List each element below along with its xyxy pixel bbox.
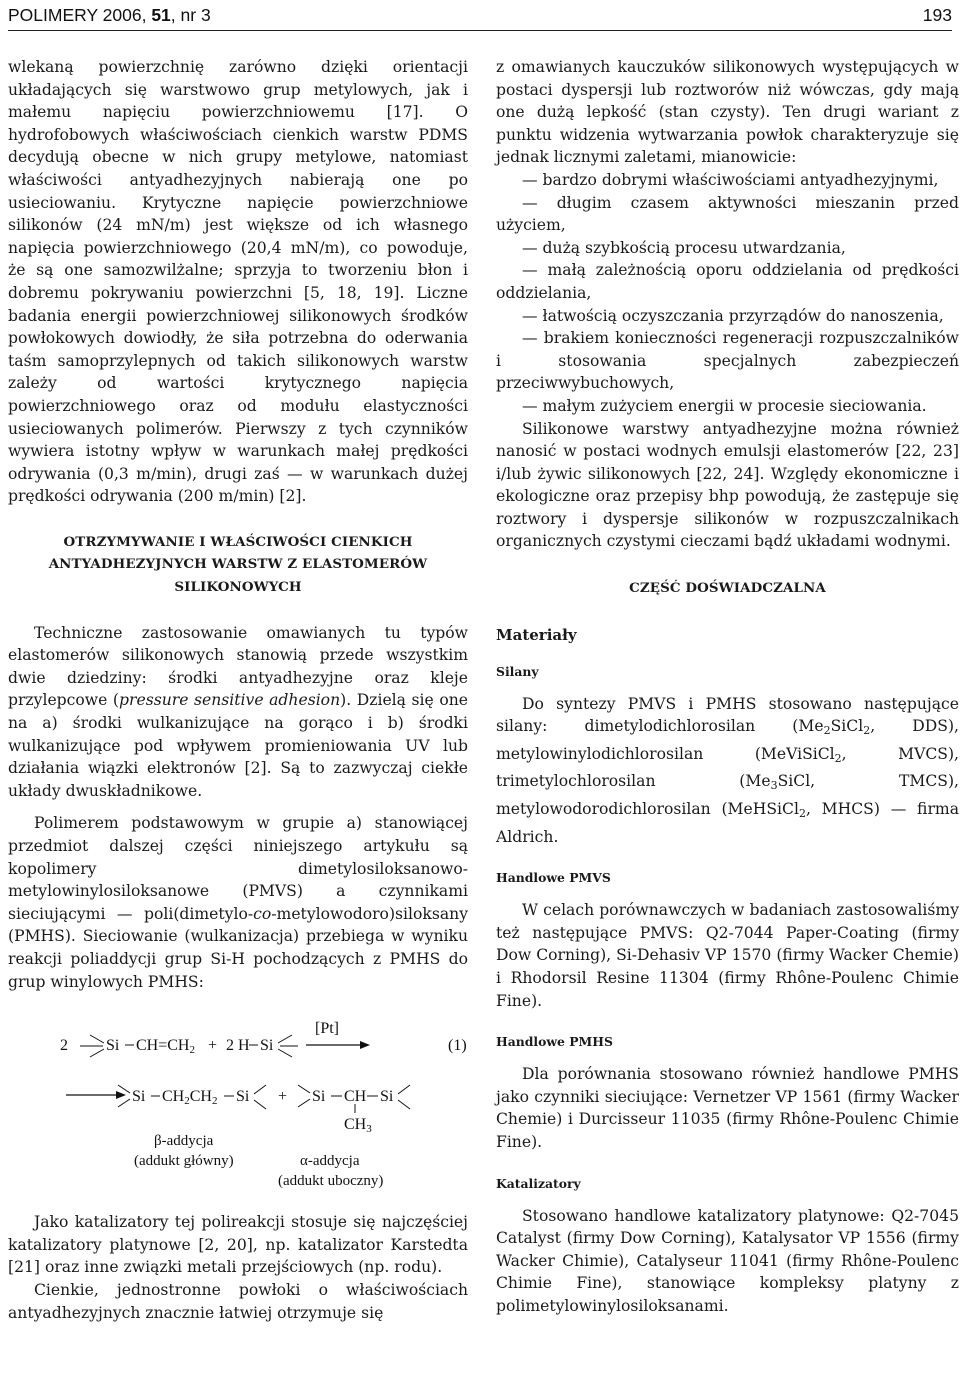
running-header: [8, 0, 952, 30]
plus-sign: +: [208, 1037, 218, 1055]
coefficient: 2: [60, 1037, 68, 1055]
subscript: 2: [189, 1044, 195, 1057]
arrow-head: [116, 1091, 126, 1099]
paragraph-base-polymer: [8, 812, 468, 993]
reaction-scheme: [8, 1013, 468, 1193]
journal-name: POLIMERY 2006,: [8, 4, 152, 25]
reaction-equation: [8, 1013, 468, 1193]
silicon-atom: Si: [312, 1088, 326, 1106]
paragraph-catalysts-right: Stosowano handlowe katalizatory platynowe: Q2-7045 Catalyst (firmy Dow Corning), Katalysator VP 1556 (firmy Wacker Chimie), Catalyseur 11041 (firmy Rhône-Poulenc Chimie Fine), stanowiące kompleksy platyny z polimetylowinylosiloksanami.: [496, 1206, 959, 1315]
bond-line: [398, 1100, 410, 1109]
subsection-commercial-pmvs: Handlowe PMVS: [496, 870, 611, 886]
bond-line: [298, 1099, 310, 1107]
italic-term: pressure sensitive adhesion: [119, 691, 341, 710]
list-item: — małym zużyciem energii w procesie sieciowania.: [522, 396, 927, 415]
issue-number: , nr 3: [170, 4, 211, 25]
paragraph-silanes: [496, 693, 959, 849]
paragraph-applications: [8, 622, 468, 803]
list-item: — małą zależnością oporu oddzielania od prędkości oddzielania,: [496, 261, 959, 302]
ch-group: CH: [344, 1116, 367, 1134]
subscript: 2: [834, 751, 842, 765]
methyl-group: [344, 1116, 372, 1135]
silicon-atom: Si: [380, 1088, 394, 1106]
paragraph-pmhs: Dla porównania stosowano również handlowe PMHS jako czynniki sieciujące: Vernetzer VP 1561 (firmy Wacker Chemie) i Durcisseur 11035 (firmy Rhône-Poulenc Chimie Fine).: [496, 1065, 959, 1151]
beta-addition-label: β-addycja: [154, 1133, 214, 1150]
paragraph-pmvs: W celach porównawczych w badaniach zastosowaliśmy też następujące PMVS: Q2-7044 Paper-Coating (firmy Dow Corning), Si-Dehasiv VP 1570 (firmy Wacker Chemie) i Rhodorsil Resine 11304 (firmy Rhône-Poulenc Chimie Fine).: [496, 901, 959, 1010]
paragraph-catalysts: Jako katalizatory tej polireakcji stosuje się najczęściej katalizatory platynowe [2, 20], np. katalizator Karstedta [21] oraz inne związki metali przejściowych (np. rodu).: [8, 1213, 468, 1277]
vinyl-text: CH=CH: [136, 1037, 190, 1055]
silicon-atom: Si: [260, 1037, 274, 1055]
journal-citation: [8, 5, 211, 26]
list-item: — brakiem konieczności regeneracji rozpuszczalników i stosowania specjalnych zabezpieczeń przeciwwybuchowych,: [496, 329, 959, 393]
right-column: [496, 56, 959, 1318]
text-run: SiCl, TMCS), metylowodorodichlorosilan (MeHSiCl: [496, 772, 959, 819]
subscript: 3: [366, 1123, 372, 1136]
bond-line: [278, 1049, 292, 1057]
page-number: 193: [922, 4, 952, 25]
list-item: — długim czasem aktywności mieszanin przed użyciem,: [496, 193, 959, 235]
subsection-materials: Materiały: [496, 625, 577, 644]
hydride-h: 2 H: [226, 1037, 250, 1055]
italic-term: co: [253, 904, 272, 923]
equation-number: (1): [448, 1037, 467, 1055]
silicon-atom: Si: [132, 1088, 146, 1106]
advantages-list: [496, 169, 959, 418]
section-title-line: OTRZYMYWANIE I WŁAŚCIWOŚCI CIENKICH: [63, 533, 413, 550]
bond-line: [254, 1100, 266, 1109]
bond-line: [118, 1085, 130, 1093]
ch-group: CH: [189, 1088, 212, 1106]
bond-line: [254, 1085, 266, 1094]
paragraph-continued: wlekaną powierzchnię zarówno dzięki orientacji układających się warstwowo grup metylowych, jak i małemu napięciu powierzchniowemu [17]. O hydrofobowych właściwościach cienkich warstw PDMS decydują obecne w nich grupy metylowe, natomiast właściwości antyadhezyjnych nabierają one po usieciowaniu. Krytyczne napięcie powierzchniowe silikonów (24 mN/m) jest większe od ich własnego napięcia powierzchniowego (20,4 mN/m), co powoduje, że są one samozwilżalne; sprzyja to tworzeniu błon i dobremu pokrywaniu powierzchni [5, 18, 19]. Liczne badania energii powierzchniowej silikonowych środków powłokowych dowiodły, że siła potrzebna do oderwania taśm samoprzylepnych od takich silikonowych warstw zależy od wartości krytycznego napięcia powierzchniowego oraz od modułu elastyczności usieciowanych polimerów. Pierwszy z tych czynników wywiera istotny wpływ w warunkach małej prędkości odrywania (0,3 m/min), drugi zaś — w warunkach dużej prędkości odrywania (200 m/min) [2].: [8, 58, 468, 506]
beta-chain: [162, 1088, 217, 1107]
paragraph-continued-right: z omawianych kauczuków silikonowych występujących w postaci dyspersji lub roztworów niż wówczas, gdy mają one dużą lepkość (stan czysty). Ten drugi wariant z punktu widzenia wytwarzania powłok charakteryzuje się jednak licznymi zaletami, mianowicie:: [496, 58, 959, 167]
beta-addition-note: (addukt główny): [134, 1153, 234, 1170]
text-run: , DDS), metylowinylodichlorosilan (MeViSiCl: [496, 717, 959, 763]
ch-group: CH: [162, 1088, 185, 1106]
subsection-silanes: Silany: [496, 663, 539, 679]
left-column: [8, 56, 468, 1324]
section-title-experimental: CZĘŚĆ DOŚWIADCZALNA: [629, 580, 826, 597]
subsection-catalysts: Katalizatory: [496, 1175, 581, 1191]
volume-number: 51: [151, 4, 171, 25]
alpha-addition-note: (addukt uboczny): [278, 1173, 384, 1190]
text-run: , MHCS) — firma Aldrich.: [496, 800, 959, 846]
paragraph-coatings: Cienkie, jednostronne powłoki o właściwościach antyadhezyjnych znacznie łatwiej otrzymuje się: [8, 1280, 468, 1322]
subscript: 2: [184, 1095, 190, 1108]
subscript: 2: [211, 1095, 218, 1108]
text-run: SiCl: [830, 717, 864, 736]
bond-line: [298, 1085, 310, 1093]
subscript: 3: [770, 779, 778, 793]
catalyst-label: [Pt]: [315, 1020, 339, 1038]
header-rule: [8, 30, 952, 31]
vinyl-group: [136, 1037, 195, 1056]
text-run: , MVCS), trimetylochlorosilan (Me: [496, 744, 959, 791]
alpha-addition-label: α-addycja: [300, 1153, 360, 1170]
bond-line: [90, 1035, 104, 1043]
bond-line: [398, 1085, 410, 1094]
list-item: — dużą szybkością procesu utwardzania,: [522, 238, 846, 257]
section-title-line: ANTYADHEZYJNYCH WARSTW Z ELASTOMERÓW: [48, 556, 428, 573]
paragraph-emulsions: Silikonowe warstwy antyadhezyjne można również nanosić w postaci wodnych emulsji elastomerów [22, 23] i/lub żywic silikonowych [22, 24]. Względy ekonomiczne i ekologiczne oraz przepisy bhp powodują, że zastępuje się roztwory i dyspersje silikonów w rozpuszczalnikach organicznych czystymi cieczami bądź układami wodnymi.: [496, 419, 959, 551]
text-run: Do syntezy PMVS i PMHS stosowano następujące silany: dimetylodichlorosilan (Me: [496, 694, 959, 736]
text-run: Polimerem podstawowym w grupie a) stanowiącej przedmiot dalszej części niniejszego artykułu są kopolimery dimetylosiloksanowo-metylowinylosiloksanowe (PMVS) a czynnikami sieciującymi — poli(dimetylo-: [8, 814, 468, 923]
subscript: 2: [823, 724, 831, 738]
silicon-atom: Si: [236, 1088, 250, 1106]
text-run: Techniczne zastosowanie omawianych tu typów elastomerów silikonowych stanowią przede wszystkim dwie dziedziny: środki antyadhezyjne oraz kleje przylepcowe (: [8, 623, 468, 710]
arrow-head: [360, 1041, 370, 1049]
text-run: -metylowodoro)siloksany (PMHS). Sieciowanie (wulkanizacja) przebiega w wyniku reakcji poliaddycji grup Si-H pochodzących z PMHS do grup winylowych PMHS:: [8, 904, 468, 991]
section-title-line: SILIKONOWYCH: [174, 579, 302, 596]
list-item: — łatwością oczyszczania przyrządów do nanoszenia,: [522, 306, 944, 325]
plus-sign: +: [278, 1088, 288, 1106]
bond-line: [278, 1035, 292, 1043]
bond-line: [118, 1099, 130, 1107]
ch-group: CH: [344, 1088, 367, 1106]
bond-line: [90, 1049, 104, 1057]
subsection-commercial-pmhs: Handlowe PMHS: [496, 1034, 613, 1050]
subscript: 2: [863, 724, 871, 738]
list-item: — bardzo dobrymi właściwościami antyadhezyjnymi,: [522, 170, 939, 189]
silicon-atom: Si: [106, 1037, 120, 1055]
text-run: ). Dzielą się one na a) środki wulkanizujące na gorąco i b) środki wulkanizujące pod wpływem promieniowania UV lub działania wiązki elektronów [2]. Są to zazwyczaj ciekłe układy dwuskładnikowe.: [8, 691, 468, 800]
subscript: 2: [798, 807, 806, 821]
section-title-preparation: [8, 531, 468, 599]
